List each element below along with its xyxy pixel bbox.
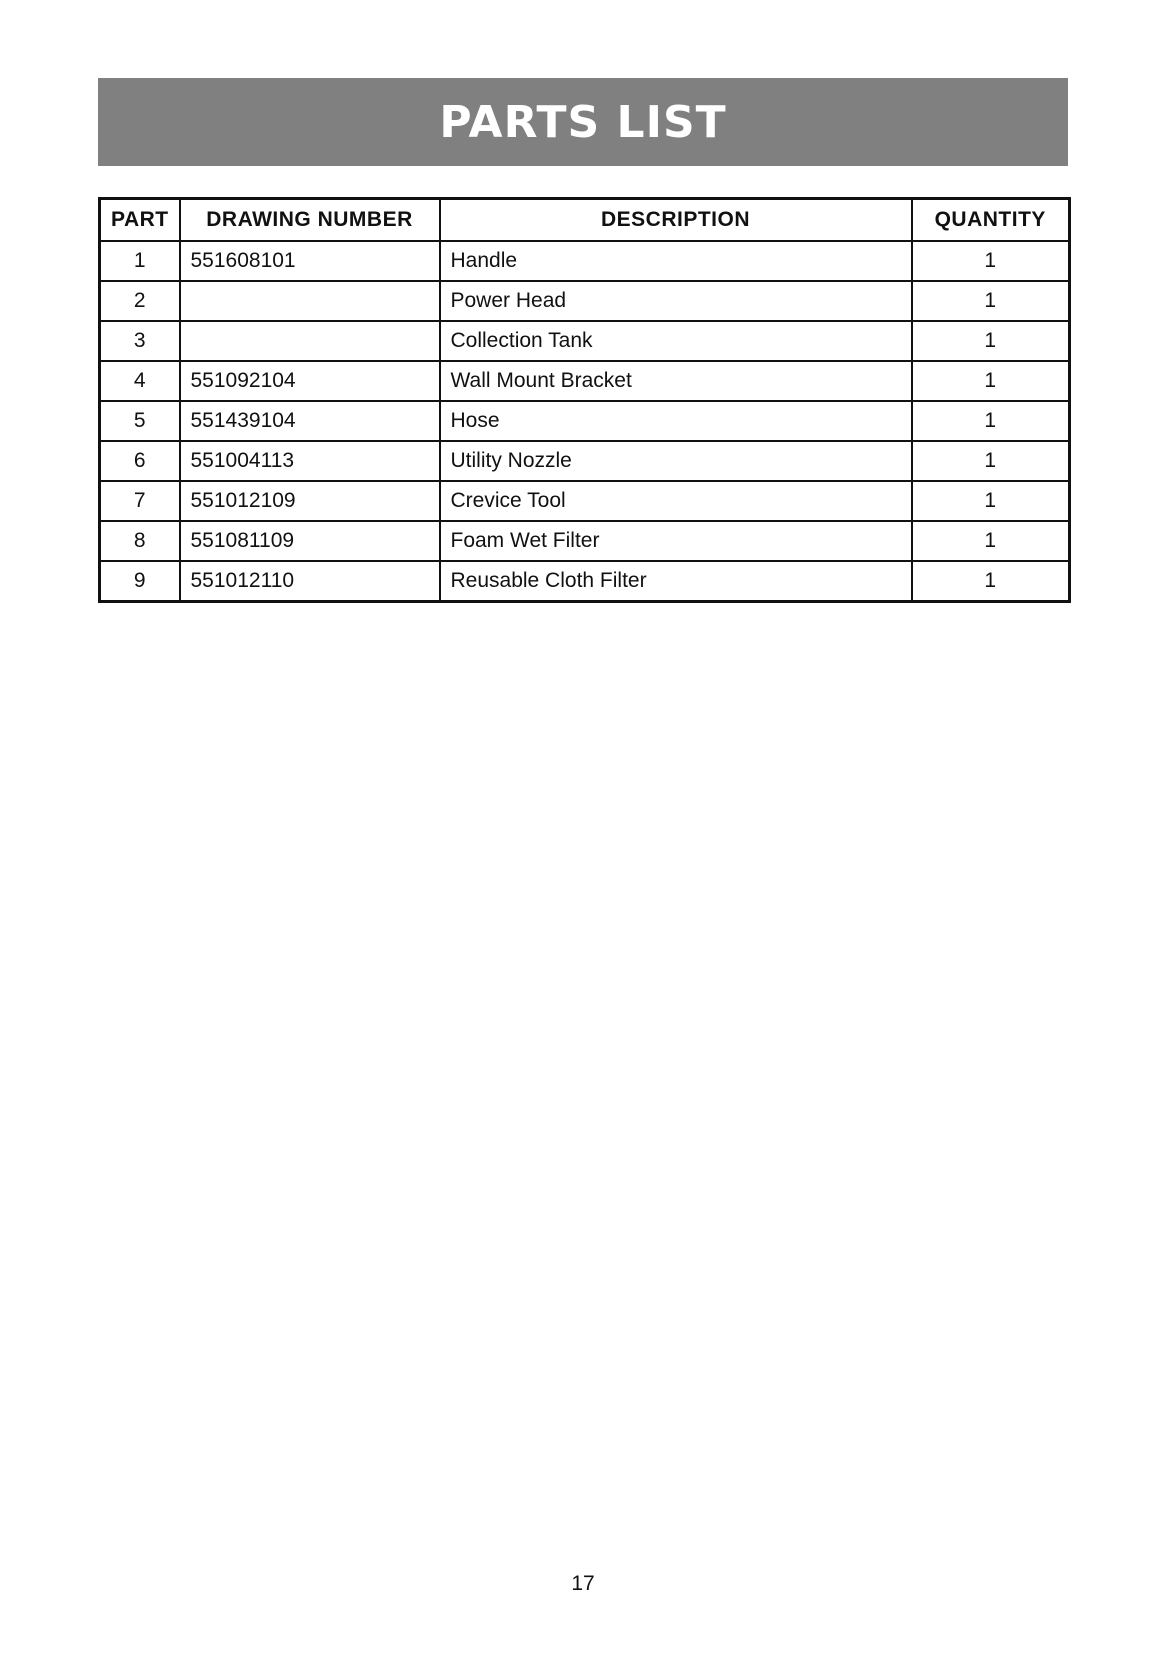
cell-part: 6 bbox=[100, 441, 180, 481]
cell-quantity: 1 bbox=[912, 321, 1070, 361]
cell-quantity: 1 bbox=[912, 241, 1070, 281]
cell-quantity: 1 bbox=[912, 401, 1070, 441]
cell-quantity: 1 bbox=[912, 361, 1070, 401]
cell-description: Foam Wet Filter bbox=[440, 521, 912, 561]
parts-table-body bbox=[100, 241, 1070, 602]
cell-quantity: 1 bbox=[912, 481, 1070, 521]
cell-drawing-number: 551081109 bbox=[180, 521, 440, 561]
cell-part: 5 bbox=[100, 401, 180, 441]
table-row bbox=[100, 561, 1070, 602]
cell-part: 2 bbox=[100, 281, 180, 321]
table-row bbox=[100, 321, 1070, 361]
cell-description: Handle bbox=[440, 241, 912, 281]
table-row bbox=[100, 481, 1070, 521]
cell-drawing-number bbox=[180, 281, 440, 321]
table-row bbox=[100, 521, 1070, 561]
header-part: PART bbox=[100, 199, 180, 242]
cell-description: Collection Tank bbox=[440, 321, 912, 361]
cell-part: 4 bbox=[100, 361, 180, 401]
page-number: 17 bbox=[571, 1572, 595, 1595]
cell-drawing-number: 551012109 bbox=[180, 481, 440, 521]
cell-part: 1 bbox=[100, 241, 180, 281]
cell-quantity: 1 bbox=[912, 281, 1070, 321]
cell-part: 8 bbox=[100, 521, 180, 561]
cell-drawing-number bbox=[180, 321, 440, 361]
header-quantity: QUANTITY bbox=[912, 199, 1070, 242]
cell-part: 3 bbox=[100, 321, 180, 361]
cell-description: Power Head bbox=[440, 281, 912, 321]
cell-part: 7 bbox=[100, 481, 180, 521]
header-drawing-number: DRAWING NUMBER bbox=[180, 199, 440, 242]
page-title: PARTS LIST bbox=[439, 96, 727, 148]
cell-drawing-number: 551439104 bbox=[180, 401, 440, 441]
table-row bbox=[100, 241, 1070, 281]
parts-table bbox=[98, 197, 1071, 603]
cell-drawing-number: 551012110 bbox=[180, 561, 440, 602]
table-row bbox=[100, 281, 1070, 321]
cell-quantity: 1 bbox=[912, 561, 1070, 602]
cell-description: Wall Mount Bracket bbox=[440, 361, 912, 401]
title-banner bbox=[98, 78, 1068, 166]
cell-description: Hose bbox=[440, 401, 912, 441]
cell-drawing-number: 551004113 bbox=[180, 441, 440, 481]
cell-description: Reusable Cloth Filter bbox=[440, 561, 912, 602]
cell-description: Crevice Tool bbox=[440, 481, 912, 521]
cell-drawing-number: 551608101 bbox=[180, 241, 440, 281]
cell-quantity: 1 bbox=[912, 441, 1070, 481]
cell-description: Utility Nozzle bbox=[440, 441, 912, 481]
header-description: DESCRIPTION bbox=[440, 199, 912, 242]
cell-quantity: 1 bbox=[912, 521, 1070, 561]
table-row bbox=[100, 361, 1070, 401]
cell-part: 9 bbox=[100, 561, 180, 602]
table-row bbox=[100, 401, 1070, 441]
cell-drawing-number: 551092104 bbox=[180, 361, 440, 401]
table-row bbox=[100, 441, 1070, 481]
header-row bbox=[100, 199, 1070, 242]
